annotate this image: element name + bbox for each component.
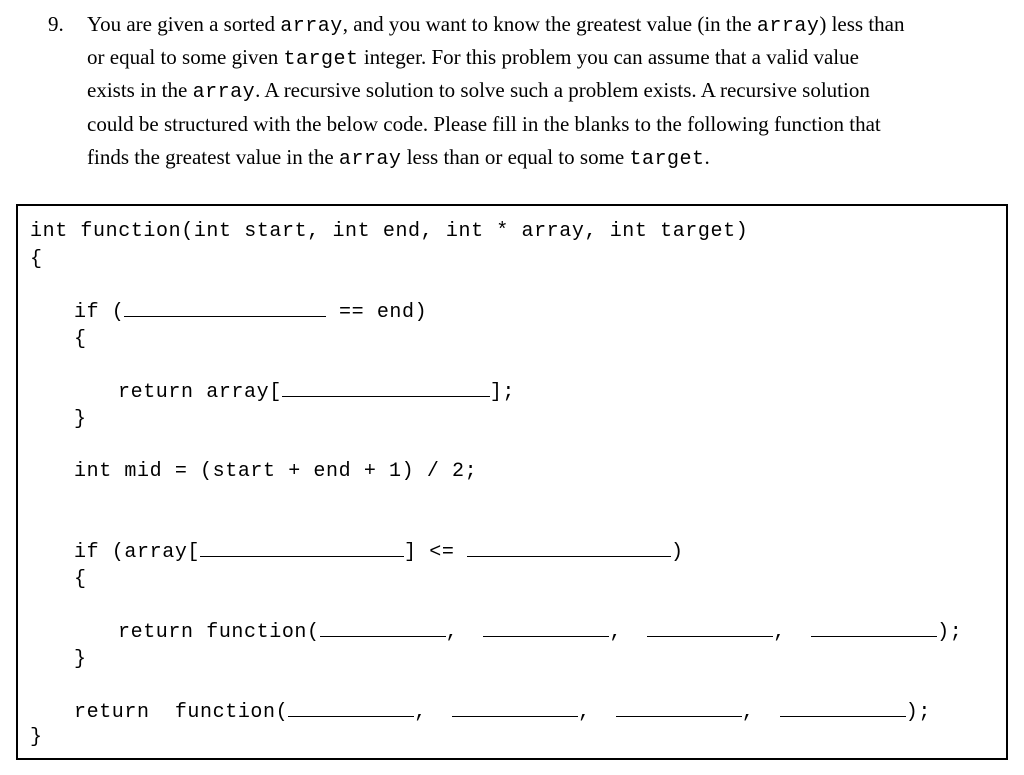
code-term: target [629,148,705,171]
text: . A recursive solution to solve such a problem exists. A recursive solution [255,78,870,102]
comma: , [445,621,459,644]
code-term: array [756,15,820,38]
code-term: target [283,48,359,71]
text: You are given a sorted [87,12,281,36]
blank-compare-value[interactable] [467,540,671,557]
code-text: ] <= [404,541,468,564]
code-term: array [192,81,256,104]
blank-arg-5[interactable] [288,700,414,717]
code-text: ) [671,541,684,564]
text: ) less than [819,12,905,36]
blank-arg-8[interactable] [780,700,906,717]
blank-arg-7[interactable] [616,700,742,717]
question-number: 9. [48,12,64,36]
question-line-5 [87,141,710,176]
code-text: return function( [118,621,320,644]
comma: , [773,621,786,644]
code-text: == end) [326,301,428,324]
blank-arg-1[interactable] [320,620,446,637]
code-text: if (array[ [74,541,201,564]
code-text: ); [937,621,963,644]
code-term: array [338,148,402,171]
text: exists in the [87,78,193,102]
if2-open-brace: { [74,568,87,591]
return-recursive-line-1 [118,620,962,645]
question-line-1 [87,8,905,43]
if1-open-brace: { [74,328,87,351]
code-text: ); [905,701,931,724]
code-box [16,204,1008,760]
blank-return-index[interactable] [282,380,490,397]
blank-arg-3[interactable] [647,620,773,637]
if1-close-brace: } [74,408,87,431]
if-base-case-line [74,300,427,325]
question-line-2 [87,41,859,76]
text: , and you want to know the greatest value (in the [342,12,757,36]
open-brace: { [30,248,43,271]
text: could be structured with the below code. Please fill in the blanks to the following function that [87,112,881,136]
comma: , [414,701,427,724]
question-line-3 [87,74,870,109]
comma: , [609,621,623,644]
blank-arg-2[interactable] [483,620,609,637]
code-text: if ( [74,301,125,324]
return-recursive-line-2 [74,700,931,725]
mid-line: int mid = (start + end + 1) / 2; [74,460,478,483]
comma: , [741,701,755,724]
function-signature: int function(int start, int end, int * array, int target) [30,220,749,243]
code-term: array [280,15,343,38]
text: integer. For this problem you can assume that a valid value [358,45,859,69]
code-text: ]; [489,381,516,404]
if2-close-brace: } [74,648,87,671]
question-line-4 [87,108,881,141]
blank-arg-6[interactable] [452,700,578,717]
if-compare-line [74,540,684,565]
return-base-line [118,380,515,405]
blank-base-condition[interactable] [124,300,326,317]
close-brace: } [30,726,43,749]
text: or equal to some given [87,45,284,69]
code-text: return function( [74,701,289,724]
blank-compare-index[interactable] [200,540,404,557]
comma: , [578,701,591,724]
text: . [704,145,710,169]
code-text: return array[ [118,381,282,404]
blank-arg-4[interactable] [811,620,937,637]
text: less than or equal to some [401,145,630,169]
text: finds the greatest value in the [87,145,339,169]
